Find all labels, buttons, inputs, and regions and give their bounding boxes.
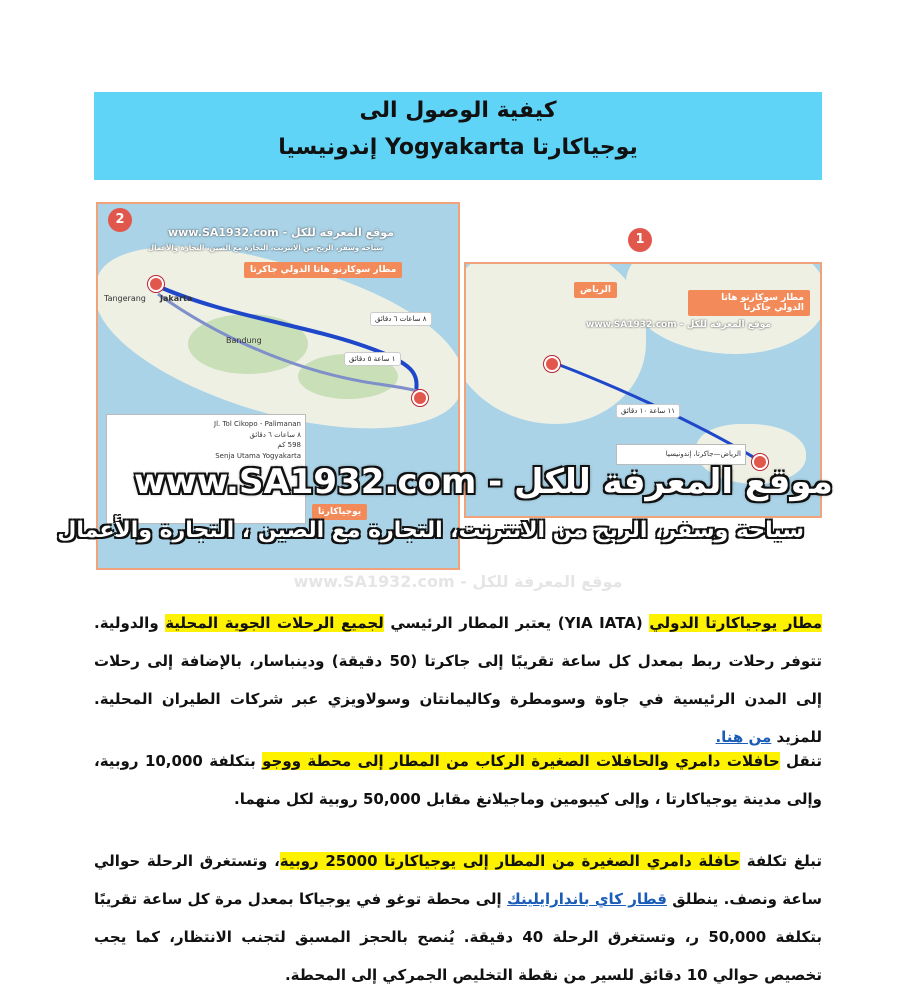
paragraph-buses	[94, 742, 822, 818]
highlight-airport-name: مطار يوجياكارتا الدولي	[649, 614, 823, 632]
map-watermark: موقع المعرفة للكل - www.SA1932.com	[586, 320, 771, 330]
route-car-chip: ٨ ساعات ٦ دقائق	[370, 312, 432, 326]
faint-watermark: موقع المعرفة للكل - www.SA1932.com	[293, 572, 623, 591]
java-map	[96, 202, 460, 570]
riyadh-pin	[544, 356, 560, 372]
map-watermark-title: موقع المعرفة للكل - www.SA1932.com	[168, 226, 395, 239]
callout-yogyakarta: يوجياكارتا	[312, 504, 367, 520]
route-maps-figure	[57, 200, 833, 591]
title-box	[94, 92, 822, 180]
card-distance: 598 كم	[277, 441, 301, 449]
text-span: تبلغ تكلفة	[740, 852, 822, 870]
map-watermark-subtitle: سياحة وسفر، الربح من الانترنت، التجارة مع الصين، التجارة والأعمال	[148, 244, 384, 252]
card-train: Senja Utama Yogyakarta	[215, 451, 301, 460]
paragraph-airport	[94, 604, 822, 756]
flight-duration-chip: ١١ ساعة ١٠ دقائق	[616, 404, 680, 418]
flight-card: الرياض—جاكرتا، إندونيسيا	[616, 444, 746, 465]
step-badge-1: 1	[628, 228, 652, 252]
text-span: تنقل	[779, 752, 822, 770]
jakarta-pin	[148, 276, 164, 292]
more-info-link[interactable]: من هنا.	[715, 728, 772, 746]
highlight-minibus-cost: حافلة دامري الصغيرة من المطار إلى يوجياكارتا 25000 روبية	[279, 852, 741, 870]
callout-jakarta-airport: مطار سوكارنو هاتا الدولي جاكرتا	[244, 262, 402, 278]
place-tangerang: Tangerang	[104, 294, 146, 303]
text-span: والدولية. تتوفر رحلات ربط بمعدل كل ساعة تقريبًا إلى جاكرتا (50 دقيقة) ودينباسار، بالإضافة إلى رحلات إلى المدن الرئيسية في جاوة وسومطرة وكاليمانتان وسولاويزي عبر شركات الطيران المحلية. للمزيد	[94, 614, 822, 746]
highlight-flights: لجميع الرحلات الجوية المحلية	[165, 614, 384, 632]
callout-jakarta-airport: مطار سوكارنو هاتا الدولي جاكرتا	[688, 290, 810, 316]
text-span: بتكلفة 10,000 روبية، وإلى مدينة يوجياكارتا ، وإلى كيبومين وماجيلانغ مقابل 50,000 روبية لكل منهما.	[94, 752, 822, 808]
yogyakarta-pin	[412, 390, 428, 406]
highlight-buses: حافلات دامري والحافلات الصغيرة الركاب من المطار إلى محطة ووجو	[262, 752, 780, 770]
paragraph-train	[94, 842, 822, 994]
title-line2: يوجياكارتا Yogyakarta إندونيسيا	[278, 135, 638, 160]
text-span: (YIA IATA) يعتبر المطار الرئيسي	[383, 614, 650, 632]
big-watermark: www.SA1932.com - موقع المعرفة للكل	[134, 462, 833, 502]
big-watermark-subtitle: سياحة وسفر، الربح من الانترنت، التجارة مع الصين ، التجارة والأعمال	[57, 518, 804, 543]
card-title: Jl. Tol Cikopo - Palimanan	[214, 420, 301, 428]
route-flight-chip: ١ ساعة ٥ دقائق	[344, 352, 401, 366]
step-badge-2: 2	[108, 208, 132, 232]
callout-riyadh: الرياض	[574, 282, 617, 298]
text-span: ، وتستغرق الرحلة حوالي ساعة ونصف. ينطلق	[94, 852, 822, 908]
title-line1: كيفية الوصول الى	[359, 98, 557, 123]
text-span: إلى محطة توغو في يوجياكا بمعدل مرة كل ساعة تقريبًا بتكلفة 50,000 ر، وتستغرق الرحلة 40 دقيقة. يُنصح بالحجز المسبق لتجنب الانتظار، كما يجب تخصيص حوالي 10 دقائق للسير من نقطة التخليص الجمركي إلى المحطة.	[94, 890, 822, 984]
place-jakarta: Jakarta	[160, 294, 193, 303]
place-bandung: Bandung	[226, 336, 262, 345]
card-time: ٨ ساعات ٦ دقائق	[249, 430, 301, 439]
train-link[interactable]: قطار كاي باندارايلينك	[507, 890, 667, 908]
